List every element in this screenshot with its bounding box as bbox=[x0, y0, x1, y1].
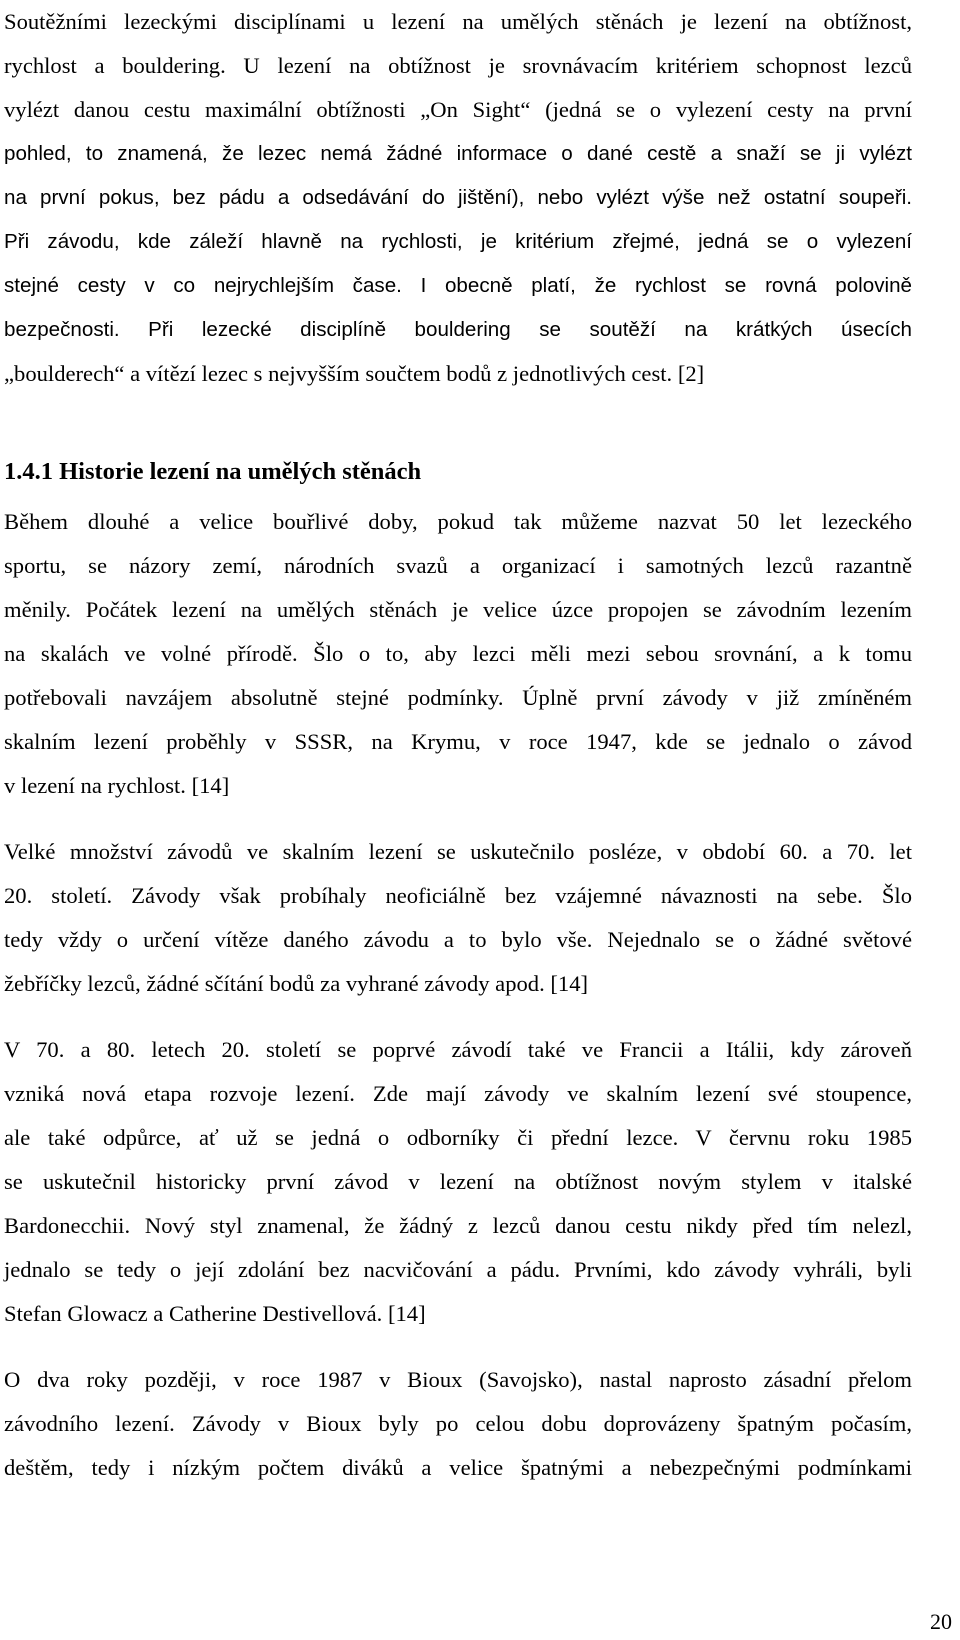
text-line: ale také odpůrce, ať už se jedná o odborníky či přední lezce. V červnu roku 1985 bbox=[4, 1125, 912, 1150]
text-line: Stefan Glowacz a Catherine Destivellová. [14] bbox=[4, 1301, 426, 1326]
text-line: rychlost a bouldering. U lezení na obtížnost je srovnávacím kritériem schopnost lezců bbox=[4, 53, 912, 78]
section-heading: 1.4.1 Historie lezení na umělých stěnách bbox=[4, 458, 422, 485]
text-line: stejné cesty v co nejrychlejším čase. I obecně platí, že rychlost se rovná polovině bbox=[4, 274, 912, 297]
text-line: „boulderech“ a vítězí lezec s nejvyšším součtem bodů z jednotlivých cest. [2] bbox=[4, 361, 705, 386]
text-line: deštěm, tedy i nízkým počtem diváků a velice špatnými a nebezpečnými podmínkami bbox=[4, 1455, 912, 1480]
text-line: na první pokus, bez pádu a odsedávání do jištění), nebo vylézt výše než ostatní soupeři. bbox=[4, 186, 912, 209]
text-line: jednalo se tedy o její zdolání bez nacvičování a pádu. Prvními, kdo závody vyhráli, byli bbox=[4, 1257, 912, 1282]
text-line: Velké množství závodů ve skalním lezení se uskutečnilo posléze, v období 60. a 70. let bbox=[4, 839, 912, 864]
text-line: sportu, se názory zemí, národních svazů a organizací i samotných lezců razantně bbox=[4, 553, 912, 578]
text-line: Bardonecchii. Nový styl znamenal, že žádný z lezců danou cestu nikdy před tím nelezl, bbox=[4, 1213, 912, 1238]
text-line: tedy vždy o určení vítěze daného závodu a to bylo vše. Nejednalo se o žádné světové bbox=[4, 927, 912, 952]
text-line: na skalách ve volné přírodě. Šlo o to, aby lezci měli mezi sebou srovnání, a k tomu bbox=[4, 641, 912, 666]
text-line: vzniká nová etapa rozvoje lezení. Zde mají závody ve skalním lezení své stoupence, bbox=[4, 1081, 912, 1106]
text-line: se uskutečnil historicky první závod v lezení na obtížnost novým stylem v italské bbox=[4, 1169, 912, 1194]
text-line: závodního lezení. Závody v Bioux byly po celou dobu doprovázeny špatným počasím, bbox=[4, 1411, 912, 1436]
text-line: O dva roky později, v roce 1987 v Bioux (Savojsko), nastal naprosto zásadní přelom bbox=[4, 1367, 912, 1392]
text-line: měnily. Počátek lezení na umělých stěnách je velice úzce propojen se závodním lezením bbox=[4, 597, 912, 622]
text-line: V 70. a 80. letech 20. století se poprvé závodí také ve Francii a Itálii, kdy zároveň bbox=[4, 1037, 912, 1062]
text-line: bezpečnosti. Při lezecké disciplíně bouldering se soutěží na krátkých úsecích bbox=[4, 318, 912, 341]
text-line: potřebovali navzájem absolutně stejné podmínky. Úplně první závody v již zmíněném bbox=[4, 685, 912, 710]
text-line: vylézt danou cestu maximální obtížnosti „On Sight“ (jedná se o vylezení cesty na první bbox=[4, 97, 912, 122]
text-line: 20. století. Závody však probíhaly neoficiálně bez vzájemné návaznosti na sebe. Šlo bbox=[4, 883, 912, 908]
text-line: Soutěžními lezeckými disciplínami u lezení na umělých stěnách je lezení na obtížnost, bbox=[4, 9, 912, 34]
text-line: Během dlouhé a velice bouřlivé doby, pokud tak můžeme nazvat 50 let lezeckého bbox=[4, 509, 912, 534]
text-line: skalním lezení proběhly v SSSR, na Krymu, v roce 1947, kde se jednalo o závod bbox=[4, 729, 912, 754]
text-line: žebříčky lezců, žádné sčítání bodů za vyhrané závody apod. [14] bbox=[4, 971, 589, 996]
text-line: pohled, to znamená, že lezec nemá žádné informace o dané cestě a snaží se ji vylézt bbox=[4, 142, 912, 165]
text-line: Při závodu, kde záleží hlavně na rychlosti, je kritérium zřejmé, jedná se o vylezení bbox=[4, 230, 912, 253]
page-number: 20 bbox=[930, 1609, 952, 1634]
text-line: v lezení na rychlost. [14] bbox=[4, 773, 230, 798]
